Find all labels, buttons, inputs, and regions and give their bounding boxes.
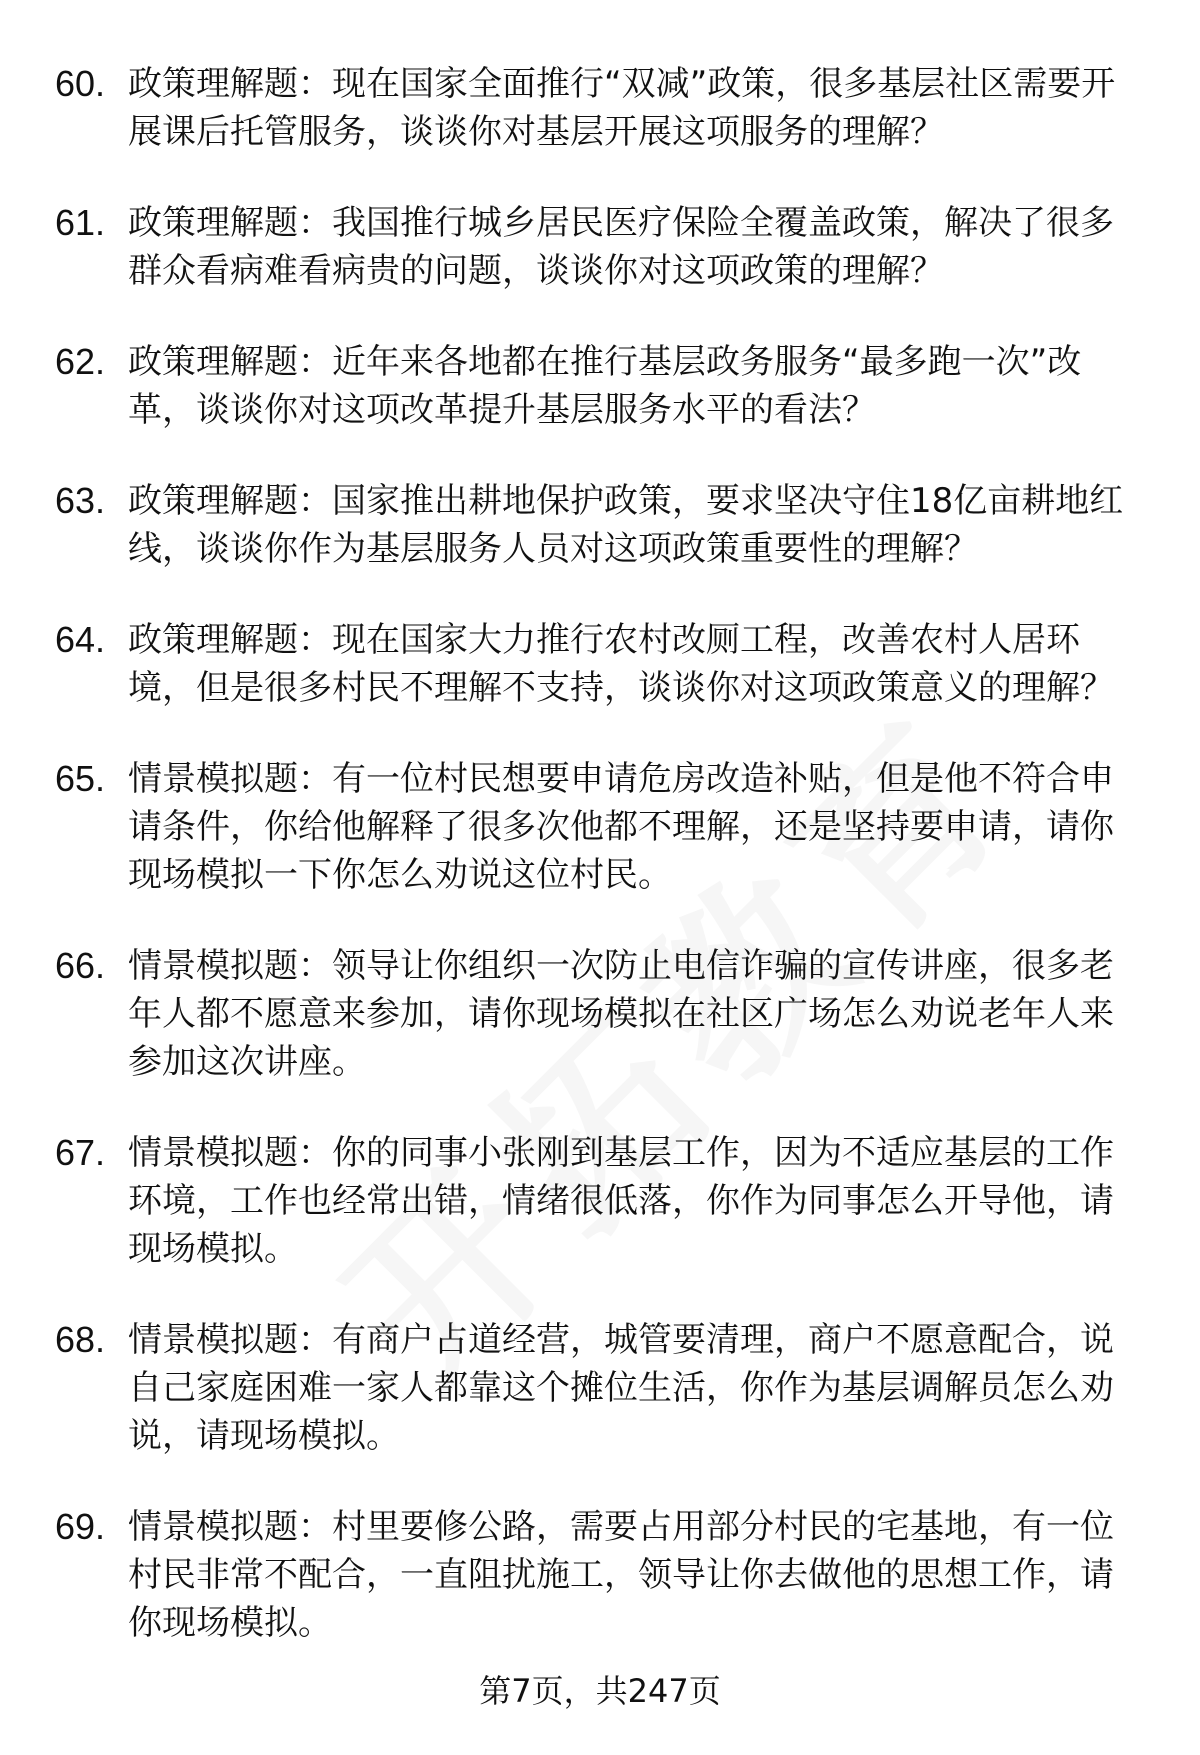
- question-item: [55, 942, 1150, 1086]
- page-footer: 第7页，共247页: [479, 1672, 721, 1710]
- question-number: 65.: [55, 758, 106, 799]
- question-number: 60.: [55, 63, 106, 104]
- question-text: 情景模拟题：有商户占道经营，城管要清理，商户不愿意配合，说自己家庭困难一家人都靠这个摊位生活，你作为基层调解员怎么劝说，请现场模拟。: [128, 1320, 1114, 1456]
- question-item: [55, 1129, 1150, 1273]
- question-item: [55, 1503, 1150, 1647]
- question-text: 情景模拟题：领导让你组织一次防止电信诈骗的宣传讲座，很多老年人都不愿意来参加，请你现场模拟在社区广场怎么劝说老年人来参加这次讲座。: [128, 946, 1114, 1082]
- question-number: 69.: [55, 1506, 106, 1547]
- question-number: 67.: [55, 1132, 106, 1173]
- question-number: 68.: [55, 1319, 106, 1360]
- question-number: 61.: [55, 202, 106, 243]
- question-text: 情景模拟题：有一位村民想要申请危房改造补贴，但是他不符合申请条件，你给他解释了很多次他都不理解，还是坚持要申请，请你现场模拟一下你怎么劝说这位村民。: [128, 759, 1114, 895]
- question-number: 62.: [55, 341, 106, 382]
- question-item: [55, 1316, 1150, 1460]
- question-text: 政策理解题：近年来各地都在推行基层政务服务“最多跑一次”改革，谈谈你对这项改革提升基层服务水平的看法？: [128, 342, 1082, 430]
- question-item: [55, 477, 1150, 573]
- question-text: 政策理解题：我国推行城乡居民医疗保险全覆盖政策，解决了很多群众看病难看病贵的问题，谈谈你对这项政策的理解？: [128, 203, 1114, 291]
- question-text: 情景模拟题：村里要修公路，需要占用部分村民的宅基地，有一位村民非常不配合，一直阻扰施工，领导让你去做他的思想工作，请你现场模拟。: [128, 1507, 1114, 1643]
- question-list: [55, 60, 1150, 1690]
- question-text: 情景模拟题：你的同事小张刚到基层工作，因为不适应基层的工作环境，工作也经常出错，情绪很低落，你作为同事怎么开导他，请现场模拟。: [128, 1133, 1114, 1269]
- question-item: [55, 199, 1150, 295]
- question-number: 63.: [55, 480, 106, 521]
- question-number: 64.: [55, 619, 106, 660]
- question-item: [55, 616, 1150, 712]
- question-number: 66.: [55, 945, 106, 986]
- question-item: [55, 338, 1150, 434]
- question-text: 政策理解题：国家推出耕地保护政策，要求坚决守住18亿亩耕地红线，谈谈你作为基层服务人员对这项政策重要性的理解？: [128, 481, 1124, 569]
- question-text: 政策理解题：现在国家全面推行“双减”政策，很多基层社区需要开展课后托管服务，谈谈你对基层开展这项服务的理解？: [128, 64, 1116, 152]
- question-item: [55, 755, 1150, 899]
- question-item: [55, 60, 1150, 156]
- question-text: 政策理解题：现在国家大力推行农村改厕工程，改善农村人居环境，但是很多村民不理解不支持，谈谈你对这项政策意义的理解？: [128, 620, 1114, 708]
